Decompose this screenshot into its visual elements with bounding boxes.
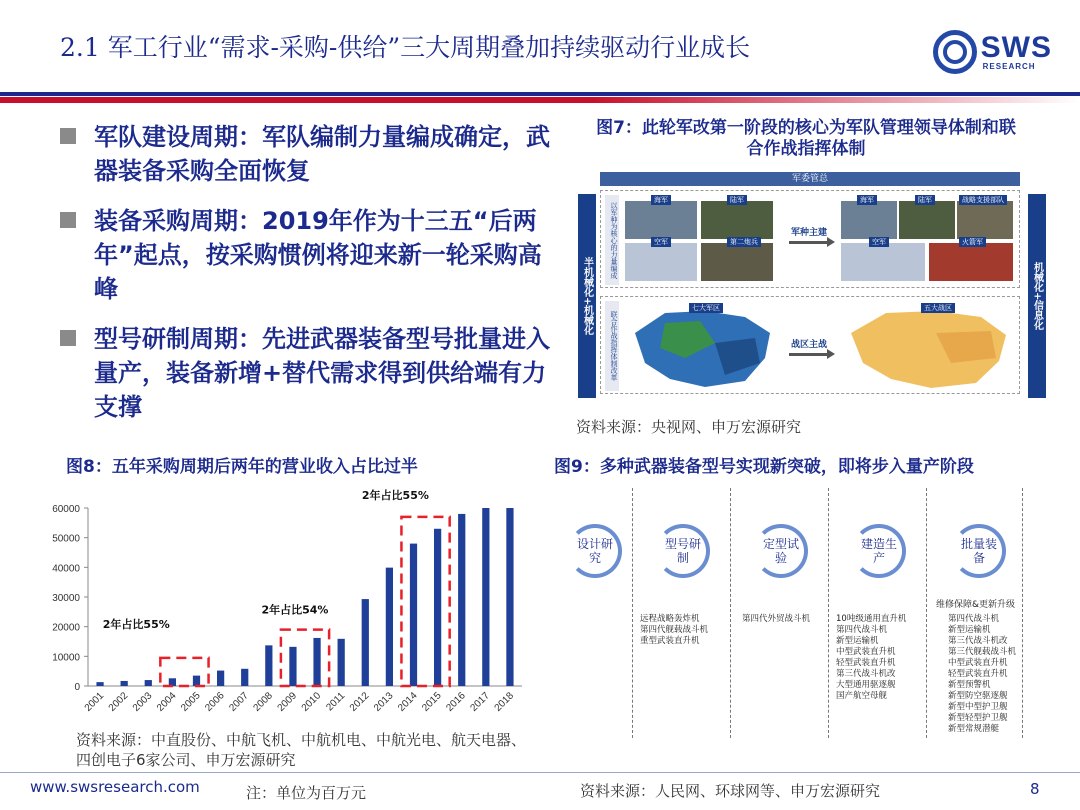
page-title: 2.1 军工行业“需求-采购-供给”三大周期叠加持续驱动行业成长: [60, 33, 751, 62]
stage-build: 建造生产: [852, 524, 906, 578]
list-item: 新型常规潜艇: [948, 724, 1000, 734]
x-tick-label: 2004: [154, 690, 179, 714]
stage-mass: 批量装备: [952, 524, 1006, 578]
fig7-header: 军委管总: [600, 172, 1020, 186]
logo-subtext: RESEARCH: [982, 62, 1036, 71]
bar: [506, 508, 513, 686]
fig9-diagram: [560, 482, 1070, 742]
footer-divider: [0, 772, 1080, 773]
x-tick-label: 2013: [371, 690, 396, 714]
fig7-source: 资料来源：央视网、申万宏源研究: [576, 418, 802, 436]
fig7-top-panel: 以军种为核心的力量编成 海军 陆军 空军 第二炮兵 军种主建 海军 陆军 战略支援部队 空军 火箭军: [600, 190, 1020, 288]
list-build: [836, 614, 906, 702]
list-item: 第三代战斗机改: [836, 669, 896, 679]
footer-website[interactable]: www.swsresearch.com: [30, 778, 200, 796]
y-tick-label: 10000: [52, 652, 80, 664]
bar: [338, 639, 345, 686]
list-item: 第四代舰载战斗机: [640, 625, 709, 635]
fig8-caption: 图8：五年采购周期后两年的营业收入占比过半: [66, 457, 418, 477]
stage-trial: 定型试验: [754, 524, 808, 578]
list-item: 新型中型护卫舰: [948, 702, 1008, 712]
stage-design: 设计研究: [568, 524, 622, 578]
y-tick-label: 0: [74, 682, 80, 693]
x-tick-label: 2014: [396, 690, 420, 714]
x-tick-label: 2006: [203, 690, 227, 714]
bar: [434, 529, 441, 686]
x-tick-label: 2011: [324, 690, 348, 714]
fig9-source: 资料来源：人民网、环球网等、申万宏源研究: [580, 782, 881, 800]
sws-logo-icon: [933, 30, 977, 74]
x-tick-label: 2003: [130, 690, 155, 714]
list-item: 第四代战斗机: [836, 625, 888, 635]
x-tick-label: 2008: [251, 690, 275, 714]
highlight-box: [281, 630, 329, 686]
x-tick-label: 2012: [347, 690, 372, 714]
list-item: 第三代战斗机改: [948, 636, 1008, 646]
list-item: 轻型武装直升机: [836, 658, 896, 668]
arrow-right-icon: [789, 241, 829, 244]
page-number: 8: [1030, 780, 1040, 798]
fig7-diagram: [578, 168, 1046, 404]
mass-title: 维修保障&更新升级: [936, 600, 1016, 610]
bar: [121, 681, 128, 686]
highlight-box: [160, 658, 208, 686]
x-tick-label: 2016: [444, 690, 468, 714]
annotation-label: 2年占比55%: [361, 489, 429, 503]
fig9-caption: 图9：多种武器装备型号实现新突破，即将步入量产阶段: [554, 457, 974, 477]
fig7-left-side: 半机械化+机械化: [578, 194, 596, 398]
list-item: 新型运输机: [948, 625, 991, 635]
bar: [362, 599, 369, 686]
list-item: 大型通用驱逐舰: [836, 680, 896, 690]
list-model: [640, 614, 708, 647]
list-item: 重型武装直升机: [640, 636, 700, 646]
bar: [410, 544, 417, 686]
annotation-label: 2年占比55%: [102, 618, 170, 632]
sws-logo: [933, 30, 1052, 74]
y-tick-label: 30000: [52, 593, 80, 604]
bullet-square-icon: [60, 128, 76, 144]
list-item: 第四代战斗机: [948, 614, 1000, 624]
list-item: 新型运输机: [836, 636, 879, 646]
arrow-right-icon: [789, 353, 829, 356]
bullet-square-icon: [60, 330, 76, 346]
list-item: 国产航空母舰: [836, 691, 888, 701]
annotation-label: 2年占比54%: [261, 603, 329, 617]
logo-text: SWS: [980, 31, 1052, 64]
y-tick-label: 50000: [52, 533, 80, 545]
china-map-five-theaters: [841, 303, 1011, 389]
fig7-caption: 图7：此轮军改第一阶段的核心为军队管理领导体制和联合作战指挥体制: [596, 118, 1016, 159]
bar: [313, 638, 320, 686]
bar: [193, 676, 200, 686]
y-tick-label: 60000: [52, 504, 80, 515]
fig8-note: 注：单位为百万元: [246, 784, 367, 802]
bullet-item: 型号研制周期：先进武器装备型号批量进入量产，装备新增+替代需求得到供给端有力支撑: [60, 322, 560, 424]
bar: [145, 680, 152, 686]
x-tick-label: 2001: [82, 690, 107, 714]
list-item: 10吨级通用直升机: [836, 614, 907, 624]
highlight-box: [401, 517, 449, 686]
header-divider: [0, 92, 1080, 106]
x-tick-label: 2007: [227, 690, 251, 714]
list-item: 中型武装直升机: [948, 658, 1008, 668]
x-tick-label: 2005: [179, 690, 203, 714]
x-tick-label: 2015: [420, 690, 444, 714]
bullet-item: 军队建设周期：军队编制力量编成确定，武器装备采购全面恢复: [60, 120, 560, 188]
y-tick-label: 40000: [52, 563, 80, 575]
list-mass: [948, 614, 1016, 735]
x-tick-label: 2002: [106, 690, 131, 714]
stage-model-dev: 型号研制: [656, 524, 710, 578]
bar: [96, 682, 103, 686]
bullet-square-icon: [60, 212, 76, 228]
list-item: 新型轻型护卫舰: [948, 713, 1008, 723]
bar: [241, 669, 248, 686]
list-item: 第三代舰载战斗机: [948, 647, 1017, 657]
list-item: 第四代外贸战斗机: [742, 614, 811, 624]
bar: [386, 568, 393, 686]
bullet-item: 装备采购周期：2019年作为十三五“后两年”起点，按采购惯例将迎来新一轮采购高峰: [60, 204, 560, 306]
bar: [482, 508, 489, 686]
list-item: 新型预警机: [948, 680, 991, 690]
x-tick-label: 2009: [275, 690, 300, 714]
list-item: 远程战略轰炸机: [640, 614, 700, 624]
list-item: 轻型武装直升机: [948, 669, 1008, 679]
x-tick-label: 2018: [492, 690, 517, 714]
list-trial: [742, 614, 810, 625]
x-tick-label: 2010: [299, 690, 324, 714]
bar: [265, 645, 272, 686]
fig8-source: 资料来源：中直股份、中航飞机、中航机电、中航光电、航天电器、四创电子6家公司、申万宏源研究: [76, 731, 527, 769]
y-tick-label: 20000: [52, 622, 80, 634]
china-map-seven-regions: [625, 303, 775, 389]
list-item: 中型武装直升机: [836, 647, 896, 657]
fig7-bottom-panel: 联合作战指挥体制改革 七大军区 战区主战 五大战区: [600, 296, 1020, 394]
x-tick-label: 2017: [468, 690, 492, 714]
bar: [289, 647, 296, 686]
fig7-right-side: 机械化+信息化: [1028, 194, 1046, 398]
bullet-list: [60, 120, 560, 440]
list-item: 新型防空驱逐舰: [948, 691, 1008, 701]
revenue-bar-chart: [36, 484, 536, 724]
bar: [217, 671, 224, 686]
bar: [458, 514, 465, 686]
